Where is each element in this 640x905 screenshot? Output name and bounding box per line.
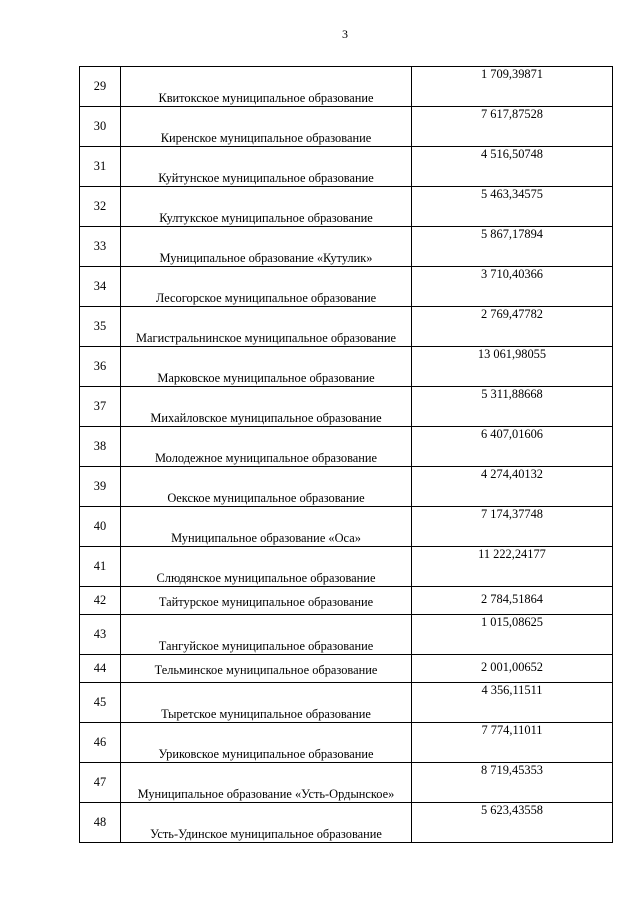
row-number: 48 xyxy=(80,803,121,843)
municipality-name: Магистральнинское муниципальное образование xyxy=(121,307,412,347)
row-value: 2 001,00652 xyxy=(412,655,613,683)
row-value: 7 774,11011 xyxy=(412,723,613,763)
row-number: 33 xyxy=(80,227,121,267)
row-number: 40 xyxy=(80,507,121,547)
municipality-name: Тангуйское муниципальное образование xyxy=(121,615,412,655)
row-number: 46 xyxy=(80,723,121,763)
row-value: 8 719,45353 xyxy=(412,763,613,803)
municipality-name: Квитокское муниципальное образование xyxy=(121,67,412,107)
table-row xyxy=(80,615,613,655)
table-row xyxy=(80,107,613,147)
row-number: 45 xyxy=(80,683,121,723)
municipality-name: Киренское муниципальное образование xyxy=(121,107,412,147)
row-value: 4 274,40132 xyxy=(412,467,613,507)
row-number: 41 xyxy=(80,547,121,587)
municipality-name: Куйтунское муниципальное образование xyxy=(121,147,412,187)
row-value: 2 784,51864 xyxy=(412,587,613,615)
municipalities-table xyxy=(79,66,613,843)
municipality-name: Тыретское муниципальное образование xyxy=(121,683,412,723)
table-row xyxy=(80,67,613,107)
table-row xyxy=(80,655,613,683)
table-row xyxy=(80,467,613,507)
row-value: 1 709,39871 xyxy=(412,67,613,107)
row-value: 4 356,11511 xyxy=(412,683,613,723)
row-value: 11 222,24177 xyxy=(412,547,613,587)
table-row xyxy=(80,547,613,587)
table-row xyxy=(80,387,613,427)
table-row xyxy=(80,803,613,843)
municipality-name: Марковское муниципальное образование xyxy=(121,347,412,387)
row-number: 43 xyxy=(80,615,121,655)
row-number: 34 xyxy=(80,267,121,307)
municipality-name: Уриковское муниципальное образование xyxy=(121,723,412,763)
row-number: 31 xyxy=(80,147,121,187)
row-number: 29 xyxy=(80,67,121,107)
table-row xyxy=(80,723,613,763)
table-row xyxy=(80,187,613,227)
row-value: 13 061,98055 xyxy=(412,347,613,387)
row-number: 44 xyxy=(80,655,121,683)
municipality-name: Муниципальное образование «Усть-Ордынское» xyxy=(121,763,412,803)
row-number: 30 xyxy=(80,107,121,147)
municipality-name: Оекское муниципальное образование xyxy=(121,467,412,507)
table-row xyxy=(80,307,613,347)
row-value: 2 769,47782 xyxy=(412,307,613,347)
row-number: 39 xyxy=(80,467,121,507)
row-value: 7 174,37748 xyxy=(412,507,613,547)
table-row xyxy=(80,683,613,723)
row-value: 1 015,08625 xyxy=(412,615,613,655)
municipality-name: Усть-Удинское муниципальное образование xyxy=(121,803,412,843)
municipality-name: Култукское муниципальное образование xyxy=(121,187,412,227)
page-number: 3 xyxy=(342,27,348,41)
municipality-name: Слюдянское муниципальное образование xyxy=(121,547,412,587)
row-number: 42 xyxy=(80,587,121,615)
municipality-name: Тельминское муниципальное образование xyxy=(121,655,412,683)
municipality-name: Михайловское муниципальное образование xyxy=(121,387,412,427)
table-row xyxy=(80,267,613,307)
row-value: 5 867,17894 xyxy=(412,227,613,267)
municipality-name: Лесогорское муниципальное образование xyxy=(121,267,412,307)
row-value: 5 463,34575 xyxy=(412,187,613,227)
row-value: 4 516,50748 xyxy=(412,147,613,187)
row-value: 3 710,40366 xyxy=(412,267,613,307)
table-row xyxy=(80,427,613,467)
table-row xyxy=(80,347,613,387)
municipality-name: Муниципальное образование «Оса» xyxy=(121,507,412,547)
table-row xyxy=(80,587,613,615)
table-row xyxy=(80,763,613,803)
row-number: 32 xyxy=(80,187,121,227)
row-number: 38 xyxy=(80,427,121,467)
municipality-name: Молодежное муниципальное образование xyxy=(121,427,412,467)
row-value: 6 407,01606 xyxy=(412,427,613,467)
municipality-name: Муниципальное образование «Кутулик» xyxy=(121,227,412,267)
row-number: 35 xyxy=(80,307,121,347)
row-number: 47 xyxy=(80,763,121,803)
row-value: 5 311,88668 xyxy=(412,387,613,427)
table-row xyxy=(80,147,613,187)
row-value: 5 623,43558 xyxy=(412,803,613,843)
row-number: 36 xyxy=(80,347,121,387)
row-value: 7 617,87528 xyxy=(412,107,613,147)
table-row xyxy=(80,227,613,267)
table-row xyxy=(80,507,613,547)
municipality-name: Тайтурское муниципальное образование xyxy=(121,587,412,615)
row-number: 37 xyxy=(80,387,121,427)
